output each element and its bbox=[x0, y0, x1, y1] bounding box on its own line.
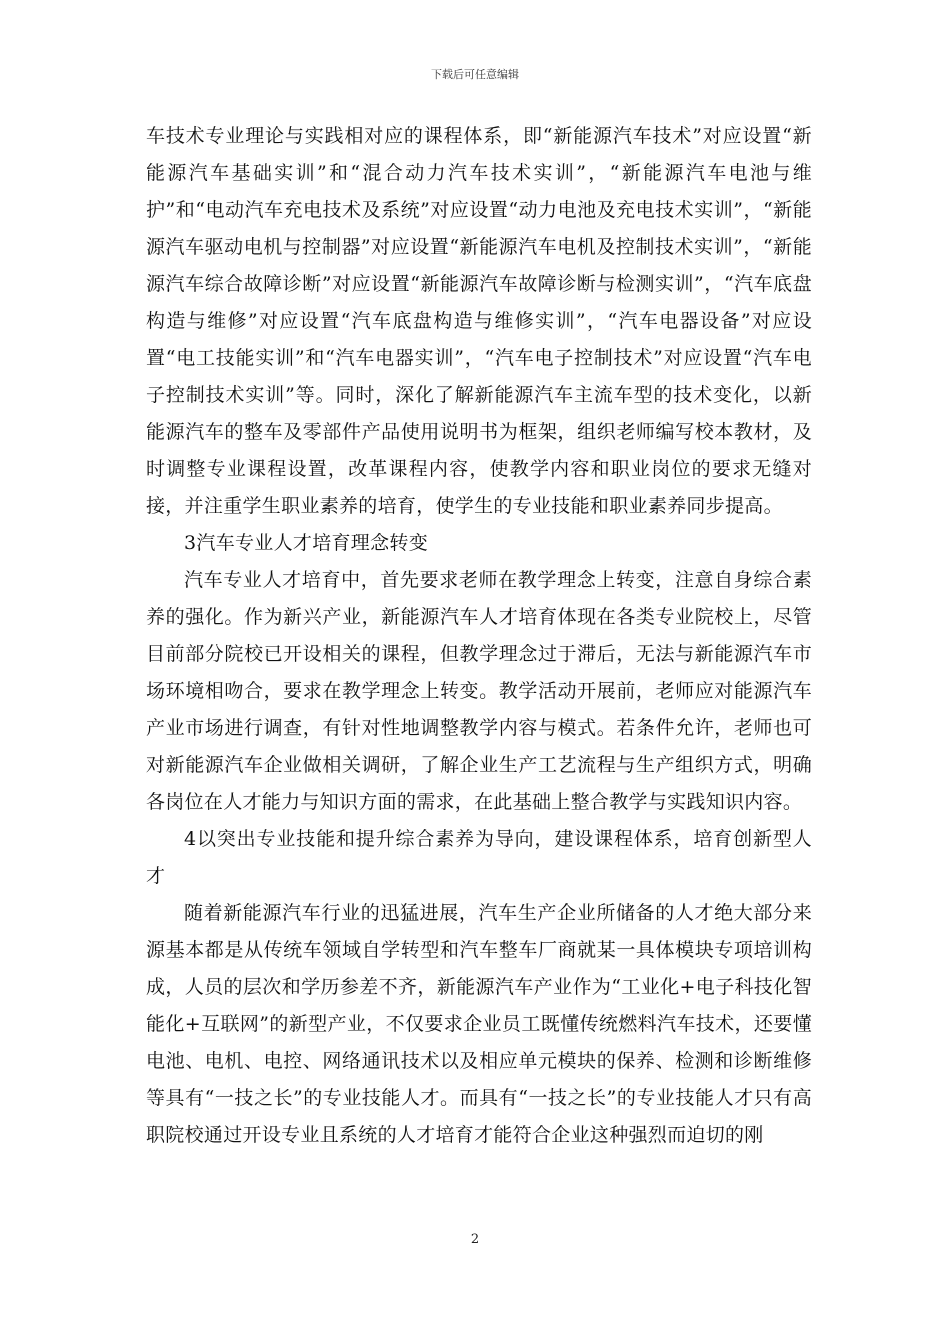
page-number: 2 bbox=[470, 1232, 480, 1247]
paragraph-curriculum-system: 车技术专业理论与实践相对应的课程体系，即“新能源汽车技术”对应设置“新能源汽车基础实训”和“混合动力汽车技术实训”，“新能源汽车电池与维护”和“电动汽车充电技术及系统”对应设置“动力电池及充电技术实训”，“新能源汽车驱动电机与控制器”对应设置“新能源汽车电机及控制技术实训”，“新能源汽车综合故障诊断”对应设置“新能源汽车故障诊断与检测实训”，“汽车底盘构造与维修”对应设置“汽车底盘构造与维修实训”，“汽车电器设备”对应设置“电工技能实训”和“汽车电器实训”，“汽车电子控制技术”对应设置“汽车电子控制技术实训”等。同时，深化了解新能源汽车主流车型的技术变化，以新能源汽车的整车及零部件产品使用说明书为框架，组织老师编写校本教材，及时调整专业课程设置，改革课程内容，使教学内容和职业岗位的要求无缝对接，并注重学生职业素养的培育，使学生的专业技能和职业素养同步提高。 bbox=[146, 125, 812, 517]
paragraph-talent-demand: 随着新能源汽车行业的迅猛进展，汽车生产企业所储备的人才绝大部分来源基本都是从传统车领域自学转型和汽车整车厂商就某一具体模块专项培训构成，人员的层次和学历参差不齐，新能源汽车产业作为“工业化+电子科技化智能化+互联网”的新型产业，不仅要求企业员工既懂传统燃料汽车技术，还要懂电池、电机、电控、网络通讯技术以及相应单元模块的保养、检测和诊断维修等具有“一技之长”的专业技能人才。而具有“一技之长”的专业技能人才只有高职院校通过开设专业且系统的人才培育才能符合企业这种强烈而迫切的刚 bbox=[146, 902, 812, 1146]
document-body bbox=[146, 118, 812, 1154]
page-header: 下载后可任意编辑 bbox=[431, 68, 519, 81]
section-heading-4: 4以突出专业技能和提升综合素养为导向，建设课程体系，培育创新型人才 bbox=[146, 828, 812, 887]
paragraph-teaching-concept: 汽车专业人才培育中，首先要求老师在教学理念上转变，注意自身综合素养的强化。作为新兴产业，新能源汽车人才培育体现在各类专业院校上，尽管目前部分院校已开设相关的课程，但教学理念过于滞后，无法与新能源汽车市场环境相吻合，要求在教学理念上转变。教学活动开展前，老师应对能源汽车产业市场进行调查，有针对性地调整教学内容与模式。若条件允许，老师也可对新能源汽车企业做相关调研，了解企业生产工艺流程与生产组织方式，明确各岗位在人才能力与知识方面的需求，在此基础上整合教学与实践知识内容。 bbox=[146, 569, 812, 813]
section-heading-3: 3汽车专业人才培育理念转变 bbox=[184, 532, 428, 554]
